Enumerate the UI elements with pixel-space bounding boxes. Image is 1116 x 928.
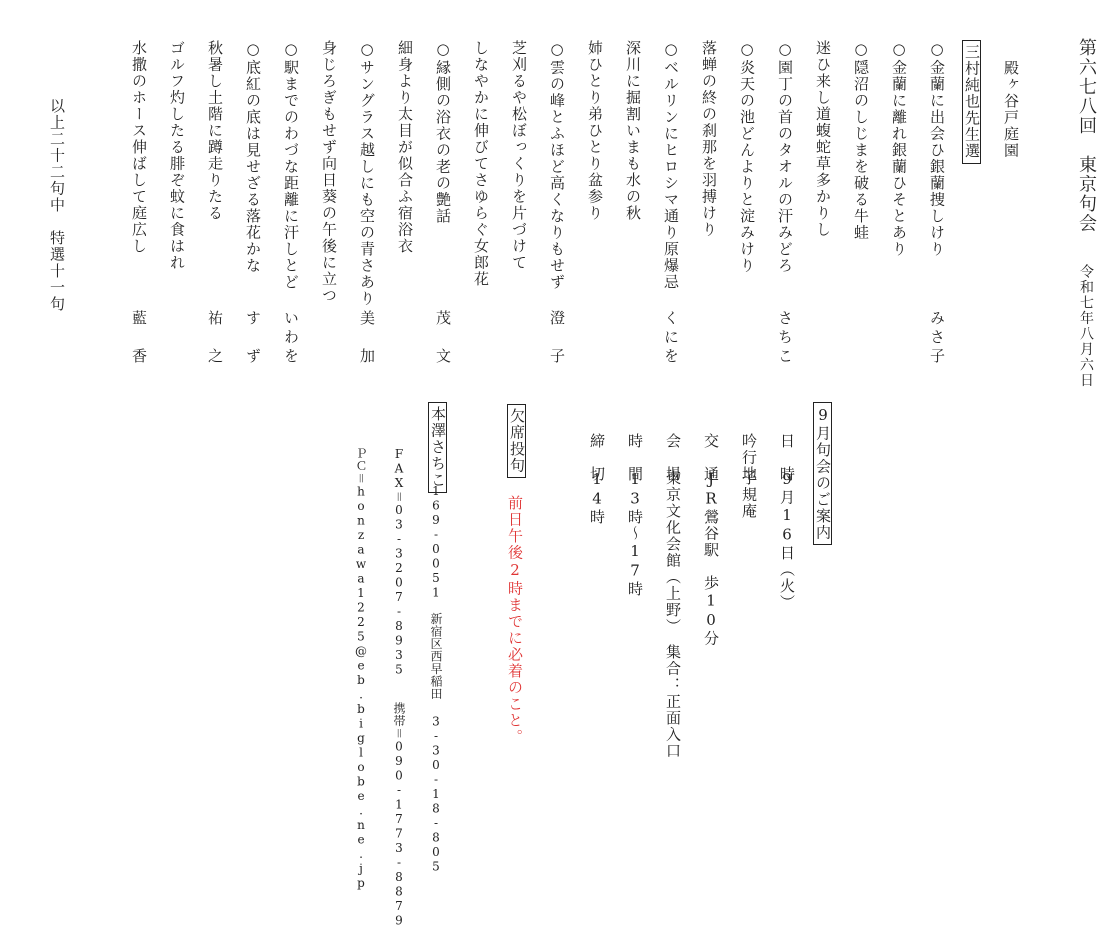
contact-address: 169-0051 新宿区西早稲田 3-30-18-805 [429, 484, 443, 874]
notice-label: 時 間 [626, 433, 644, 483]
haiku-text: 姉ひとり弟ひとり盆参り [586, 40, 604, 222]
notice-value: 13時～17時 [626, 470, 644, 598]
haiku-author: さちこ [776, 310, 794, 367]
haiku-text: しなやかに伸びてさゆらぐ女郎花 [472, 40, 490, 288]
notice-heading: 9月句会のご案内 [813, 402, 832, 545]
haiku-text: 芝刈るや松ぼっくりを片づけて [510, 40, 528, 271]
haiku-text: ○隠沼のしじまを破る牛蛙 [852, 40, 870, 241]
haiku-text: ○金蘭に出会ひ銀蘭捜しけり [928, 40, 946, 258]
haiku-author: いわを [282, 310, 300, 367]
haiku-text: 水撒のホース伸ばして庭広し [130, 40, 148, 255]
haiku-text: ○サングラス越しにも空の青さあり [358, 40, 376, 307]
haiku-author: みさ子 [928, 310, 946, 367]
meeting-date: 令和七年八月六日 [1078, 263, 1094, 388]
haiku-text: ○ベルリンにヒロシマ通り原爆忌 [662, 40, 680, 291]
haiku-text: 細身より太目が似合ふ宿浴衣 [396, 40, 414, 255]
haiku-author: 澄 子 [548, 310, 566, 367]
haiku-text: ○炎天の池どんよりと淀みけり [738, 40, 756, 274]
notice-label: 会 場 [664, 433, 682, 483]
haiku-author: 藍 香 [130, 310, 148, 367]
contact-fax-mobile: FAX＝03-3207-8935 携帯＝090-1773-8879 [392, 447, 406, 928]
haiku-text: ○底紅の底は見せざる落花かな [244, 40, 262, 274]
haiku-text: ○金蘭に離れ銀蘭ひそとあり [890, 40, 908, 258]
notice-label: 日 時 [778, 433, 796, 483]
haiku-author: 茂 文 [434, 310, 452, 367]
notice-label: 吟行地 [740, 433, 758, 483]
haiku-author: す ず [244, 310, 262, 367]
page-title [1077, 38, 1095, 388]
contact-name: 本澤さちこ [428, 402, 447, 493]
absent-heading: 欠席投句 [507, 404, 526, 478]
haiku-text: ○縁側の浴衣の老の艶話 [434, 40, 452, 225]
notice-value: 子規庵 [740, 470, 758, 520]
venue-title: 殿ヶ谷戸庭園 [1002, 60, 1020, 159]
haiku-text: 秋暑し土階に蹲走りたる [206, 40, 224, 222]
absent-note: 前日午後2時までに必着のこと。 [506, 495, 524, 746]
haiku-text: 身じろぎもせず向日葵の午後に立つ [320, 40, 338, 304]
notice-value: JR鶯谷駅 歩10分 [702, 470, 720, 647]
haiku-text: ○駅までのわづな距離に汗しとど [282, 40, 300, 291]
haiku-text: ゴルフ灼したる腓ぞ蚊に食はれ [168, 40, 186, 271]
haiku-text: ○雲の峰とふほど高くなりもせず [548, 40, 566, 291]
contact-pc-email: ＰＣ＝honzawa1225@eb.biglobe.ne.jp [354, 447, 368, 891]
haiku-author: 美 加 [358, 310, 376, 367]
haiku-author: くにを [662, 310, 680, 367]
notice-value: 東京文化会館（上野） 集合：正面入口 [664, 470, 682, 760]
notice-label: 交 通 [702, 433, 720, 483]
notice-label: 締 切 [588, 433, 606, 483]
notice-value: 14時 [588, 470, 606, 526]
haiku-text: 迷ひ来し道蝮蛇草多かりし [814, 40, 832, 238]
notice-value: 9月16日（火） [778, 470, 796, 611]
summary-line: 以上二十二句中 特選十一句 [48, 98, 66, 313]
haiku-text: ○園丁の首のタオルの汗みどろ [776, 40, 794, 274]
haiku-author: 祐 之 [206, 310, 224, 367]
meeting-title: 第六七八回 東京句会 [1076, 38, 1097, 233]
haiku-text: 落蝉の終の刹那を羽搏けり [700, 40, 718, 238]
haiku-text: 深川に掘割いまも水の秋 [624, 40, 642, 222]
selector-label: 三村純也先生選 [962, 40, 981, 164]
